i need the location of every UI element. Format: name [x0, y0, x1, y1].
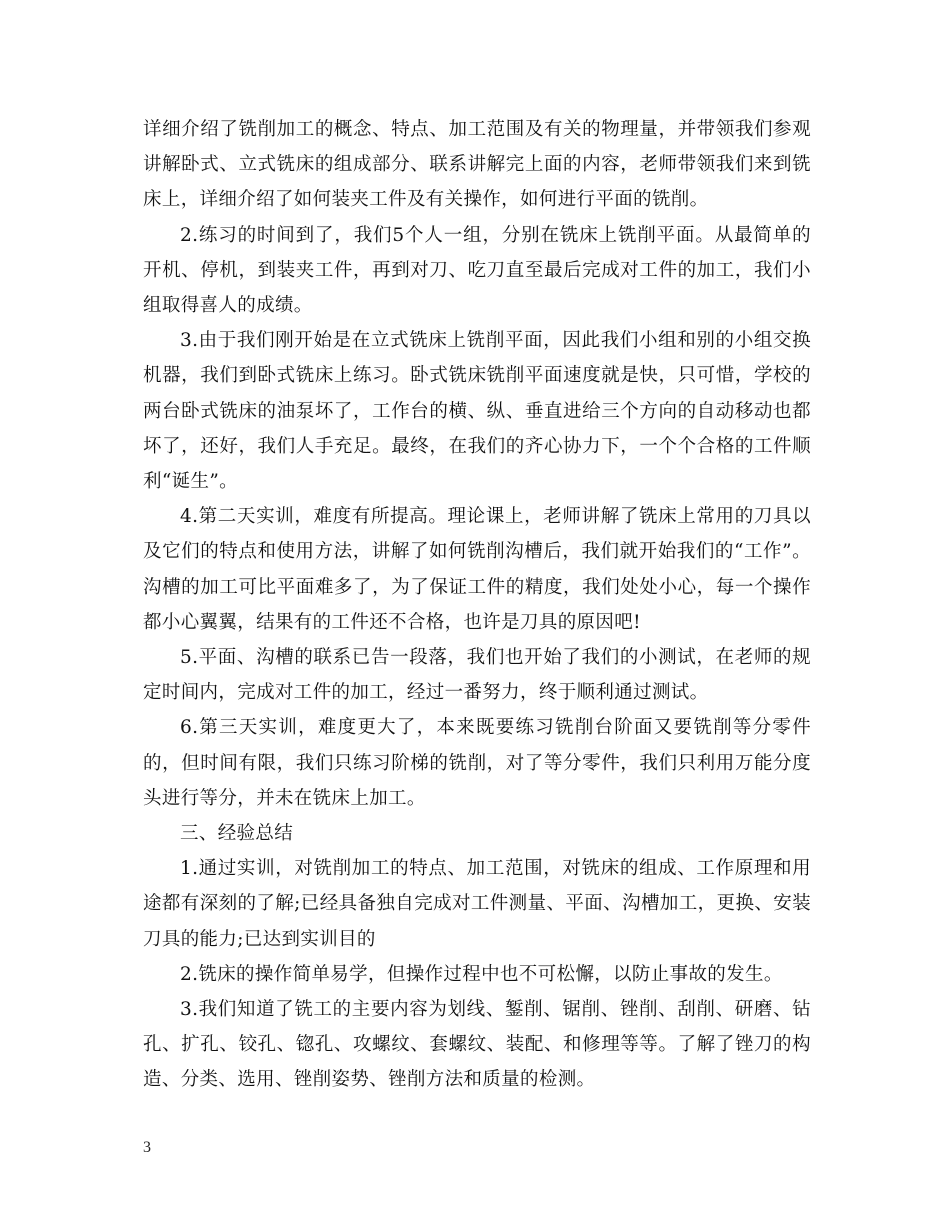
paragraph-item-5: 5.平面、沟槽的联系已告一段落，我们也开始了我们的小测试，在老师的规定时间内，完成对工件的加工，经过一番努力，终于顺利通过测试。 — [143, 647, 811, 704]
body-text — [143, 112, 811, 1098]
paragraph-item-4: 4.第二天实训，难度有所提高。理论课上，老师讲解了铣床上常用的刀具以及它们的特点和使用方法，讲解了如何铣削沟槽后，我们就开始我们的“工作”。沟槽的加工可比平面难多了，为了保证工件的精度，我们处处小心，每一个操作都小心翼翼，结果有的工件还不合格，也许是刀具的原因吧! — [143, 506, 811, 633]
paragraph-item-3: 3.由于我们刚开始是在立式铣床上铣削平面，因此我们小组和别的小组交换机器，我们到卧式铣床上练习。卧式铣床铣削平面速度就是快，只可惜，学校的两台卧式铣床的油泵坏了，工作台的横、纵、垂直进给三个方向的自动移动也都坏了，还好，我们人手充足。最终，在我们的齐心协力下，一个个合格的工件顺利“诞生”。 — [143, 330, 811, 493]
paragraph-item-6: 6.第三天实训，难度更大了，本来既要练习铣削台阶面又要铣削等分零件的，但时间有限，我们只练习阶梯的铣削，对了等分零件，我们只利用万能分度头进行等分，并未在铣床上加工。 — [143, 717, 811, 809]
paragraph-item-2: 2.练习的时间到了，我们5个人一组，分别在铣床上铣削平面。从最简单的开机、停机，到装夹工件，再到对刀、吃刀直至最后完成对工件的加工，我们小组取得喜人的成绩。 — [143, 224, 811, 317]
paragraph-intro-continued: 详细介绍了铣削加工的概念、特点、加工范围及有关的物理量，并带领我们参观讲解卧式、立式铣床的组成部分、联系讲解完上面的内容，老师带领我们来到铣床上，详细介绍了如何装夹工件及有关操作，如何进行平面的铣削。 — [143, 119, 811, 211]
paragraph-summary-3: 3.我们知道了铣工的主要内容为划线、錾削、锯削、锉削、刮削、研磨、钻孔、扩孔、铰孔、锪孔、攻螺纹、套螺纹、装配、和修理等等。了解了锉刀的构造、分类、选用、锉削姿势、锉削方法和质量的检测。 — [143, 999, 811, 1091]
paragraph-summary-2: 2.铣床的操作简单易学，但操作过程中也不可松懈，以防止事故的发生。 — [180, 963, 783, 985]
section-heading-summary: 三、经验总结 — [180, 823, 294, 845]
page-number: 3 — [143, 1139, 151, 1156]
paragraph-summary-1: 1.通过实训，对铣削加工的特点、加工范围，对铣床的组成、工作原理和用途都有深刻的了解;已经具备独自完成对工件测量、平面、沟槽加工，更换、安装刀具的能力;已达到实训目的 — [143, 858, 811, 950]
